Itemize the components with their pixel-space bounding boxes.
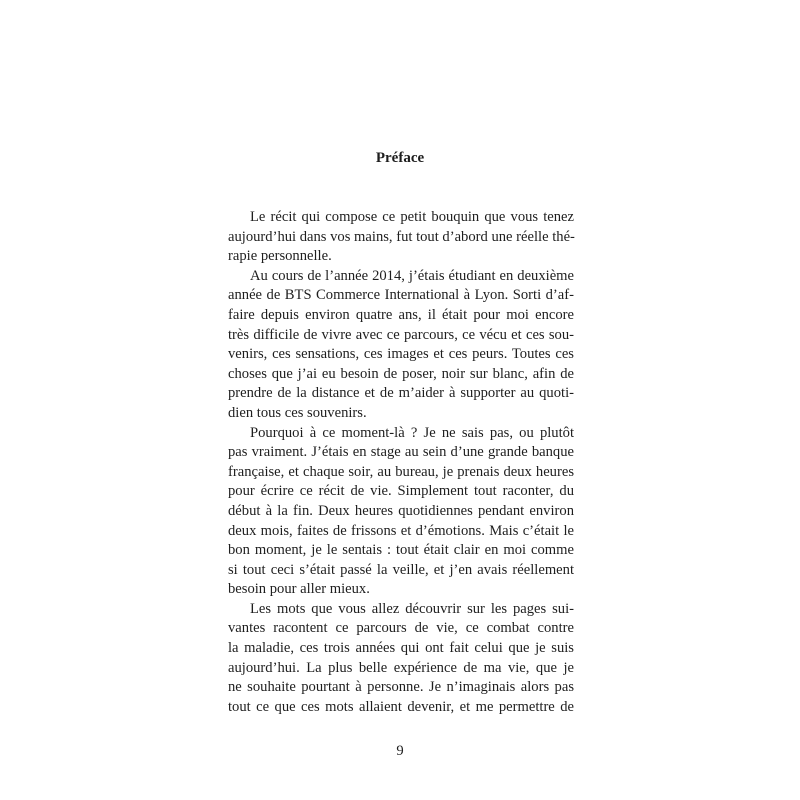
paragraph — [228, 267, 574, 424]
text-line: Au cours de l’année 2014, j’étais étudiant en deuxième — [250, 267, 574, 284]
paragraph — [228, 424, 574, 600]
text-line: pour écrire ce récit de vie. Simplement tout raconter, du — [228, 483, 574, 500]
text-line: choses que j’ai eu besoin de poser, noir sur blanc, afin de — [228, 365, 574, 382]
text-line: très difficile de vivre avec ce parcours, ce vécu et ces sou- — [228, 326, 574, 343]
text-line: si tout ceci s’était passé la veille, et j’en avais réellement — [228, 561, 574, 578]
text-line: aujourd’hui. La plus belle expérience de ma vie, que je — [228, 659, 574, 676]
page-number: 9 — [396, 743, 404, 759]
text-line: année de BTS Commerce International à Lyon. Sorti d’af- — [228, 287, 574, 304]
text-line: besoin pour aller mieux. — [228, 581, 370, 598]
text-line: faire depuis environ quatre ans, il était pour moi encore — [228, 306, 574, 323]
text-line: Le récit qui compose ce petit bouquin que vous tenez — [250, 209, 574, 225]
text-line: venirs, ces sensations, ces images et ces peurs. Toutes ces — [228, 346, 574, 363]
text-line: la maladie, ces trois années qui ont fait celui que je suis — [228, 640, 574, 657]
text-line: rapie personnelle. — [228, 248, 332, 265]
text-line: tout ce que ces mots allaient devenir, et me permettre de — [228, 698, 574, 715]
paragraph — [228, 600, 574, 718]
paragraph — [228, 208, 574, 267]
text-line: bon moment, je le sentais : tout était clair en moi comme — [228, 542, 574, 559]
text-line: pas vraiment. J’étais en stage au sein d’une grande banque — [228, 444, 574, 461]
text-line: française, et chaque soir, au bureau, je prenais deux heures — [228, 463, 574, 480]
text-line: début à la fin. Deux heures quotidiennes pendant environ — [228, 502, 574, 519]
text-line: vantes racontent ce parcours de vie, ce combat contre — [228, 620, 574, 637]
text-line: dien tous ces souvenirs. — [228, 404, 367, 421]
text-line: ne souhaite pourtant à personne. Je n’imaginais alors pas — [228, 679, 574, 696]
text-line: deux mois, faites de frissons et d’émotions. Mais c’était le — [228, 522, 574, 539]
chapter-title: Préface — [375, 150, 425, 166]
text-line: Les mots que vous allez découvrir sur les pages sui- — [250, 600, 574, 617]
body-text — [228, 208, 574, 717]
text-line: Pourquoi à ce moment-là ? Je ne sais pas, ou plutôt — [250, 424, 574, 441]
text-line: aujourd’hui dans vos mains, fut tout d’abord une réelle thé- — [228, 228, 575, 245]
text-line: prendre de la distance et de m’aider à supporter au quoti- — [228, 385, 574, 402]
